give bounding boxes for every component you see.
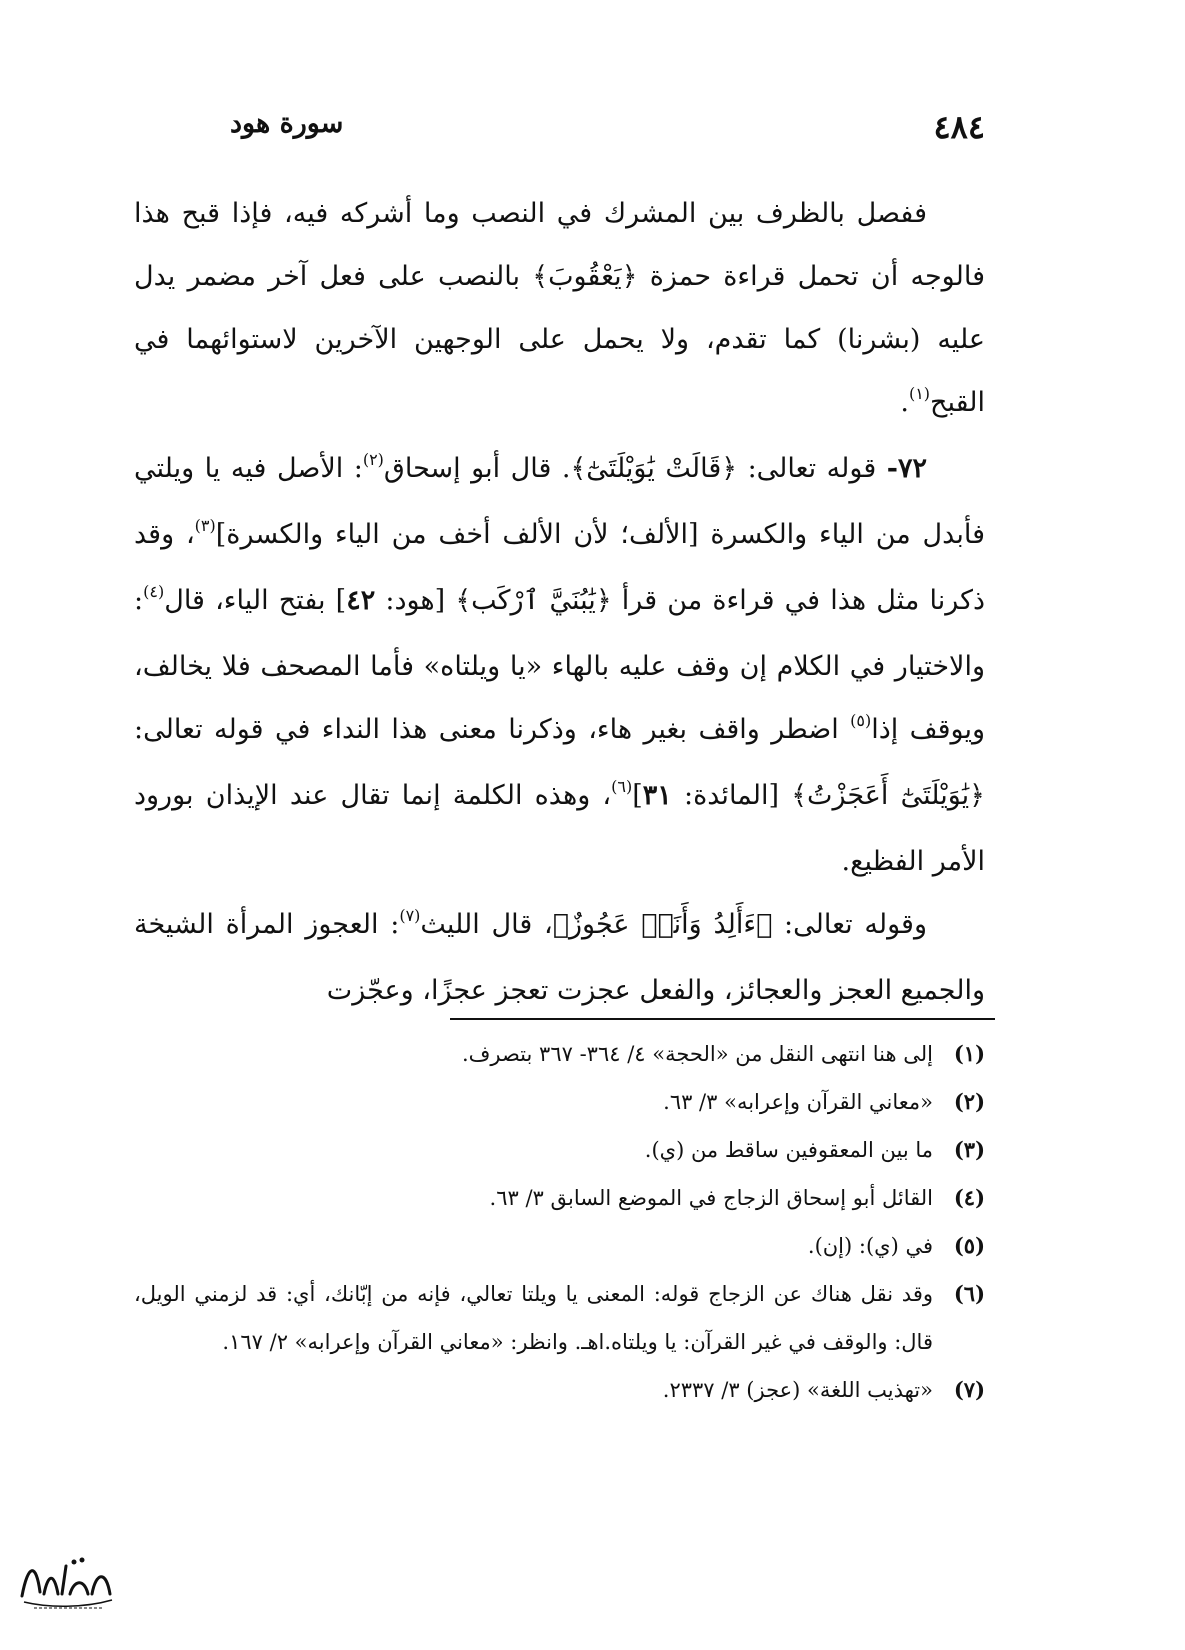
footnote-item [134,1078,985,1126]
footnote-text: وقد نقل هناك عن الزجاج قوله: المعنى يا ويلتا تعالي، فإنه من إبّانك، أي: قد لزمني الويل، قال: والوقف في غير القرآن: يا ويلتاه.اهـ. وانظر: «معاني القرآن وإعرابه» ٢/ ١٦٧. [134,1282,933,1354]
footnote-ref-2: (٢) [362,450,384,469]
paragraph-72-text-f: اضطر واقف بغير هاء، وذكرنا معنى هذا النداء في قوله تعالى: ﴿يَٰوَيْلَتَىٰٓ أَعَجَزْتُ﴾ [المائدة: [134,714,986,811]
footnote-ref-3: (٣) [194,516,216,535]
main-text [134,182,985,1022]
footnote-number: (٤) [953,1185,985,1210]
footnote-number: (٣) [953,1137,985,1162]
footnote-item [134,1030,985,1078]
paragraph-3-text-b: : العجوز المرأة الشيخة والجميع العجز والعجائز، والفعل عجزت تعجز عجزًا، وعجّزت [134,909,985,1006]
footnote-item [134,1174,985,1222]
surah-verse-ref: ٤٢ [346,585,376,616]
footnote-text: في (ي): (إن). [807,1234,933,1258]
paragraph-3 [134,893,985,1022]
footnote-text: «تهذيب اللغة» (عجز) ٣/ ٢٣٣٧. [662,1378,933,1402]
footnote-item [134,1270,985,1366]
paragraph-72-text-h: ، وهذه الكلمة إنما تقال عند الإيذان بورود الأمر الفظيع. [134,780,985,877]
paragraph-72-text-a: قوله تعالى: ﴿قَالَتْ يَٰوَيْلَتَىٰٓ﴾. قال أبو إسحاق [383,453,887,484]
surah-verse-ref-2: ٣١ [642,780,672,811]
paragraph-72-text-d: ] بفتح الياء، قال [164,585,347,616]
paragraph-1 [134,182,985,437]
running-header-title: سورة هود [230,108,344,139]
footnote-divider [450,1018,995,1020]
footnote-number: (٥) [953,1233,985,1258]
page-number: ٤٨٤ [933,108,985,146]
paragraph-72 [134,437,985,893]
footnote-text: ما بين المعقوفين ساقط من (ي). [644,1138,933,1162]
footnote-text: «معاني القرآن وإعرابه» ٣/ ٦٣. [663,1090,933,1114]
footnote-text: القائل أبو إسحاق الزجاج في الموضع السابق ٣/ ٦٣. [489,1186,933,1210]
paragraph-1-end: . [900,387,909,418]
footnote-number: (٧) [953,1377,985,1402]
footnotes [134,1030,985,1414]
footnote-number: (١) [953,1041,985,1066]
footnote-ref-5: (٥) [850,711,872,730]
footnote-ref-6: (٦) [611,777,633,796]
footnote-text: إلى هنا انتهى النقل من «الحجة» ٤/ ٣٦٤- ٣٦٧ بتصرف. [461,1042,933,1066]
paragraph-3-text-a: وقوله تعالى: ﴿ءَأَلِدُ وَأَنَا۠ عَجُوزٌ﴾، قال الليث [420,909,927,940]
footnote-item [134,1366,985,1414]
paragraph-72-text-e: : والاختيار في الكلام إن وقف عليه بالهاء «يا ويلتاه» فأما المصحف فلا يخالف، ويوقف إذا [134,585,986,745]
paragraph-72-text-b: : الأصل فيه يا ويلتي فأبدل من الياء والكسرة [الألف؛ لأن الألف أخف من الياء والكسرة] [134,453,985,550]
footnote-number: (٢) [953,1089,985,1114]
footnote-number: (٦) [953,1281,985,1306]
paragraph-72-text-c: ، وقد ذكرنا مثل هذا في قراءة من قرأ ﴿يَٰبُنَيَّ ٱرْكَب﴾ [هود: [134,519,986,616]
footnote-ref-1: (١) [908,384,931,403]
paragraph-72-text-g: ] [632,780,643,811]
verse-number: ٧٢- [886,453,927,484]
publisher-seal-icon [14,1544,119,1614]
footnote-ref-4: (٤) [143,582,165,601]
paragraph-1-text: ففصل بالظرف بين المشرك في النصب وما أشركه فيه، فإذا قبح هذا فالوجه أن تحمل قراءة حمزة ﴿يَعْقُوبَ﴾ بالنصب على فعل آخر مضمر يدل عليه (بشرنا) كما تقدم، ولا يحمل على الوجهين الآخرين لاستوائهما في القبح [134,198,985,418]
footnote-ref-7: (٧) [399,906,421,925]
footnote-item [134,1222,985,1270]
footnote-item [134,1126,985,1174]
